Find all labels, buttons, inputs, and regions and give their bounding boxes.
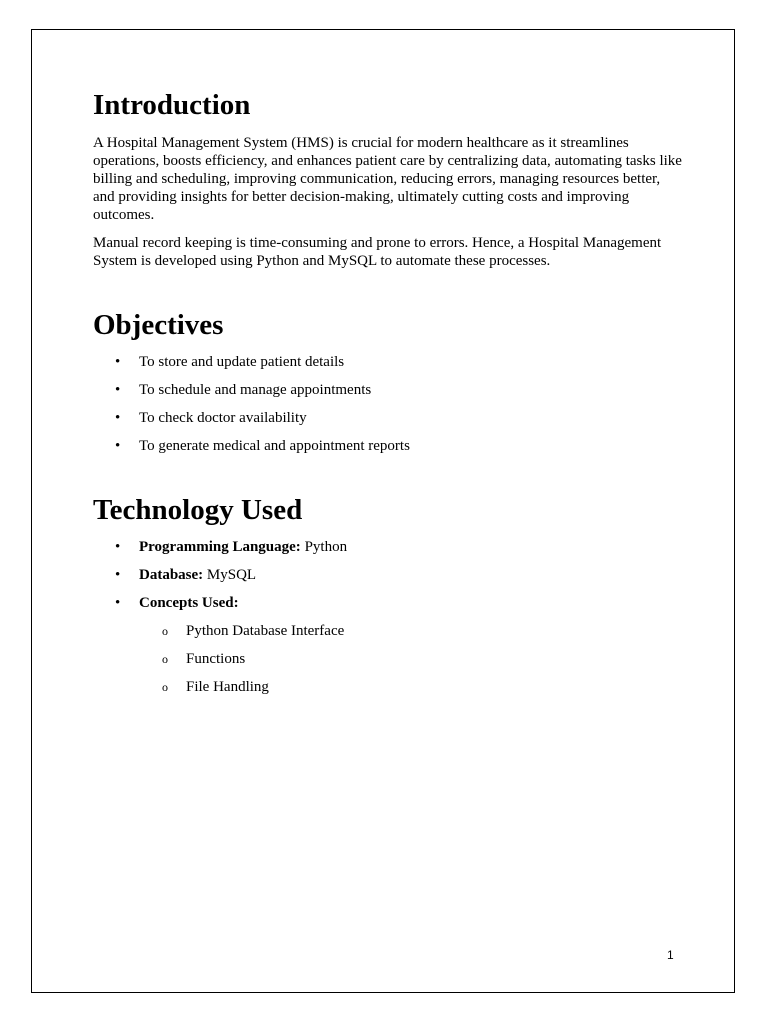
list-item-text: To store and update patient details <box>139 354 345 370</box>
sub-bullet-icon: o <box>162 680 168 694</box>
term-value: Python <box>300 539 348 555</box>
introduction-heading: Introduction <box>93 89 251 121</box>
term-label: Concepts Used: <box>139 595 239 611</box>
technology-heading: Technology Used <box>93 494 303 526</box>
term-label: Database: <box>139 567 204 583</box>
list-item-text: Functions <box>186 651 246 667</box>
bullet-icon: • <box>115 354 121 370</box>
bullet-icon: • <box>115 410 121 426</box>
bullet-icon: • <box>115 567 121 583</box>
list-item-text <box>139 594 239 612</box>
intro-paragraph-1: A Hospital Management System (HMS) is crucial for modern healthcare as it streamlines operations, boosts efficiency, and enhances patient care by centralizing data, automating tasks like billing and scheduling, improving communication, reducing errors, managing resources better, and providing insights for better decision-making, ultimately cutting costs and improving outcomes. <box>93 135 682 223</box>
objectives-heading: Objectives <box>93 309 224 341</box>
list-item-text <box>139 538 347 556</box>
list-item-text: To generate medical and appointment reports <box>139 438 410 454</box>
bullet-icon: • <box>115 382 121 398</box>
list-item-text: To schedule and manage appointments <box>139 382 372 398</box>
term-value: MySQL <box>203 567 257 583</box>
list-item-text: To check doctor availability <box>139 410 307 426</box>
list-item-text <box>139 566 256 584</box>
sub-bullet-icon: o <box>162 624 168 638</box>
list-item-text: Python Database Interface <box>186 623 345 639</box>
bullet-icon: • <box>115 539 121 555</box>
list-item-text: File Handling <box>186 679 269 695</box>
bullet-icon: • <box>115 438 121 454</box>
sub-bullet-icon: o <box>162 652 168 666</box>
intro-paragraph-2: Manual record keeping is time-consuming and prone to errors. Hence, a Hospital Management System is developed using Python and MySQL to automate these processes. <box>93 235 662 269</box>
page-number: 1 <box>667 948 674 962</box>
term-label: Programming Language: <box>139 539 301 555</box>
bullet-icon: • <box>115 595 121 611</box>
